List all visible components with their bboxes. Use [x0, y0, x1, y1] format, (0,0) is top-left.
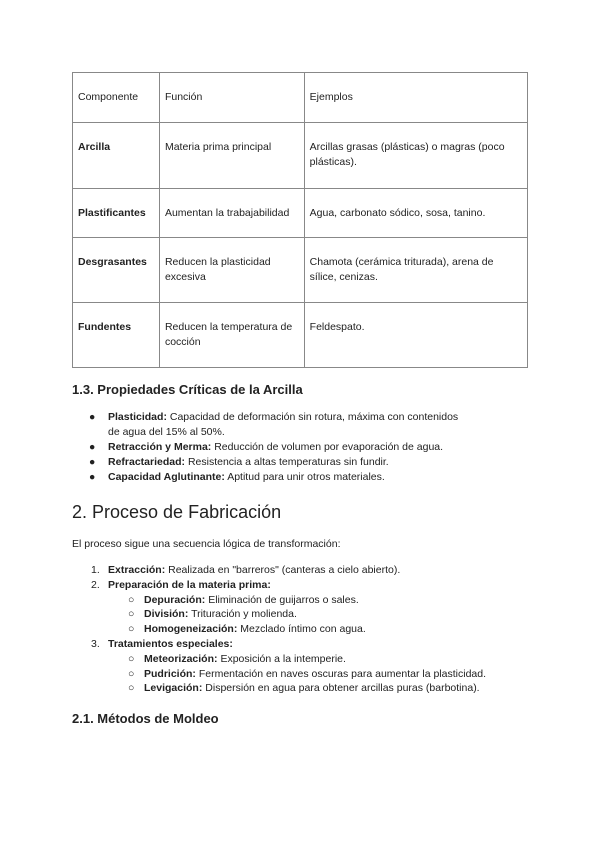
list-item-term: Levigación: — [144, 682, 203, 695]
table-cell-function: Materia prima principal — [159, 123, 304, 189]
sub-list-item — [0, 652, 486, 667]
list-item-term: Extracción: — [108, 564, 166, 576]
sub-list-item — [0, 681, 486, 696]
list-item-text: Realizada en "barreros" (canteras a cielo abierto). — [168, 564, 401, 576]
bullet-dot-icon: ● — [89, 471, 96, 483]
table-cell-component: Desgrasantes — [73, 238, 160, 303]
table-header-cell: Componente — [73, 73, 160, 123]
bullet-circle-icon: ○ — [128, 608, 135, 621]
sub-list-item — [0, 622, 486, 637]
list-item — [0, 563, 486, 578]
table-row — [73, 303, 528, 368]
list-item-term: Tratamientos especiales: — [108, 637, 233, 650]
bullet-circle-icon: ○ — [128, 682, 135, 695]
section-heading-2-1: 2.1. Métodos de Moldeo — [72, 711, 219, 726]
list-item-text: Dispersión en agua para obtener arcillas puras (barbotina). — [205, 682, 480, 695]
section-heading-2: 2. Proceso de Fabricación — [72, 502, 282, 522]
properties-list — [0, 410, 463, 485]
list-item-text: Resistencia a altas temperaturas sin fundir. — [187, 456, 389, 468]
bullet-circle-icon: ○ — [128, 652, 135, 665]
sub-list-item — [0, 593, 486, 608]
list-item-text: Eliminación de guijarros o sales. — [208, 593, 359, 606]
table-header-cell: Función — [159, 73, 304, 123]
sub-list-item — [0, 607, 486, 622]
list-item-term: Plasticidad: — [108, 411, 167, 423]
table-cell-function: Aumentan la trabajabilidad — [159, 189, 304, 238]
list-item-text: Mezclado íntimo con agua. — [240, 623, 366, 636]
list-item-term: Meteorización: — [144, 652, 218, 665]
list-item — [0, 455, 463, 470]
bullet-circle-icon: ○ — [128, 667, 135, 680]
list-item-term: Preparación de la materia prima: — [108, 578, 271, 591]
table-cell-component: Arcilla — [73, 123, 160, 189]
table-cell-examples: Chamota (cerámica triturada), arena de sílice, cenizas. — [304, 238, 527, 303]
table-cell-examples: Feldespato. — [304, 303, 527, 368]
table-row — [73, 189, 528, 238]
table-row — [73, 238, 528, 303]
list-item-term: Homogeneización: — [144, 623, 238, 636]
list-item-text: Fermentación en naves oscuras para aumentar la plasticidad. — [198, 667, 486, 680]
list-item-text: Trituración y molienda. — [191, 608, 297, 621]
process-steps-list — [0, 563, 486, 696]
table-cell-function: Reducen la plasticidad excesiva — [159, 238, 304, 303]
table-cell-function: Reducen la temperatura de cocción — [159, 303, 304, 368]
bullet-dot-icon: ● — [89, 411, 96, 423]
list-item-text: Aptitud para unir otros materiales. — [227, 471, 385, 483]
bullet-circle-icon: ○ — [128, 593, 135, 606]
list-item-term: Retracción y Merma: — [108, 441, 212, 453]
section-intro: El proceso sigue una secuencia lógica de transformación: — [72, 538, 341, 550]
bullet-dot-icon: ● — [89, 441, 96, 453]
list-item-term: Depuración: — [144, 593, 206, 606]
list-item-text: Capacidad de deformación sin rotura, máxima con contenidos de agua del 15% al 50%. — [108, 411, 459, 438]
bullet-circle-icon: ○ — [128, 623, 135, 636]
step-number: 1. — [91, 564, 100, 576]
section-heading-1-3: 1.3. Propiedades Críticas de la Arcilla — [72, 382, 303, 397]
table-cell-examples: Agua, carbonato sódico, sosa, tanino. — [304, 189, 527, 238]
list-item-term: División: — [144, 608, 189, 621]
list-item-term: Capacidad Aglutinante: — [108, 471, 225, 483]
table-row — [73, 123, 528, 189]
list-item-text: Reducción de volumen por evaporación de agua. — [214, 441, 444, 453]
list-item-term: Pudrición: — [144, 667, 196, 680]
list-item — [0, 470, 463, 485]
table-header-row — [73, 73, 528, 123]
table-cell-component: Fundentes — [73, 303, 160, 368]
list-item — [0, 440, 463, 455]
components-table — [72, 72, 528, 368]
list-item-term: Refractariedad: — [108, 456, 186, 468]
table-header-cell: Ejemplos — [304, 73, 527, 123]
step-number: 2. — [91, 578, 100, 591]
list-item-text: Exposición a la intemperie. — [220, 652, 346, 665]
bullet-dot-icon: ● — [89, 456, 96, 468]
table-cell-examples: Arcillas grasas (plásticas) o magras (poco plásticas). — [304, 123, 527, 189]
list-item — [0, 578, 486, 593]
list-item — [0, 637, 486, 652]
list-item — [0, 410, 463, 440]
table-cell-component: Plastificantes — [73, 189, 160, 238]
step-number: 3. — [91, 637, 100, 650]
sub-list-item — [0, 667, 486, 682]
